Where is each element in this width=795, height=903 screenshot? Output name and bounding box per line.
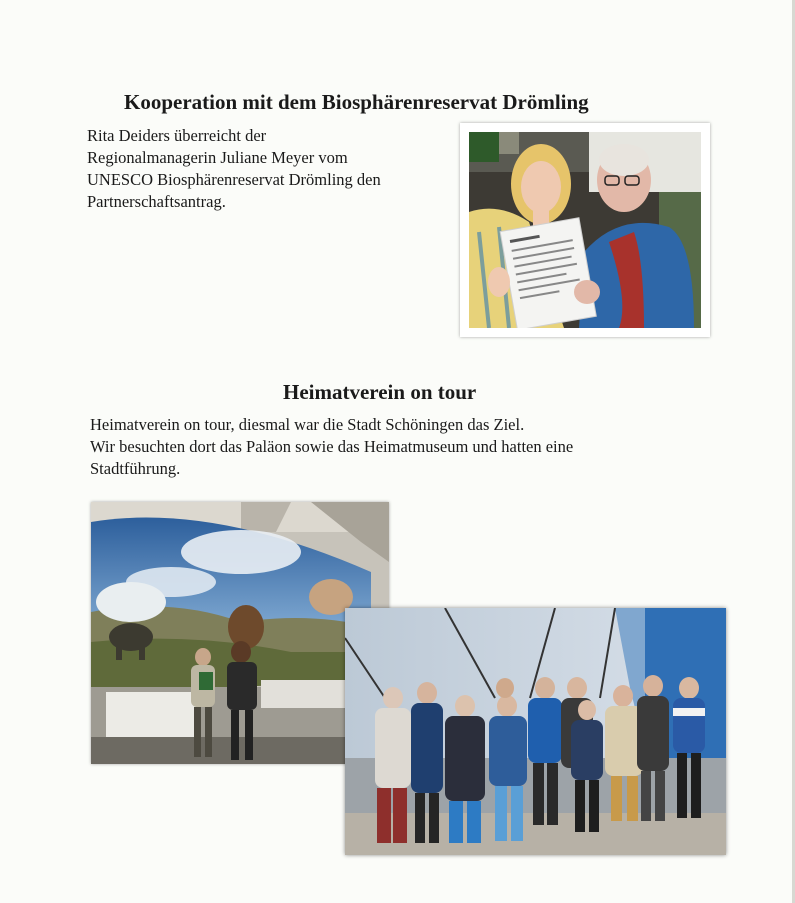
photo-document-handover (460, 123, 710, 337)
caption-line: UNESCO Biosphärenreservat Drömling den (87, 170, 381, 189)
caption-line: Stadtführung. (90, 459, 181, 478)
tour-caption (90, 414, 573, 480)
caption-line: Rita Deiders überreicht der (87, 126, 267, 145)
kooperation-caption (87, 125, 381, 213)
handover-photo-art (469, 132, 701, 328)
caption-line: Regionalmanagerin Juliane Meyer vom (87, 148, 348, 167)
section-title-kooperation: Kooperation mit dem Biosphärenreservat Drömling (124, 90, 589, 114)
section-title-heimatverein: Heimatverein on tour (283, 380, 477, 404)
photo-group-outdoor (345, 608, 726, 855)
caption-line: Heimatverein on tour, diesmal war die Stadt Schöningen das Ziel. (90, 415, 525, 434)
caption-line: Partnerschaftsantrag. (87, 192, 226, 211)
caption-line: Wir besuchten dort das Paläon sowie das Heimatmuseum und hatten eine (90, 437, 574, 456)
group-photo-art (345, 608, 726, 855)
